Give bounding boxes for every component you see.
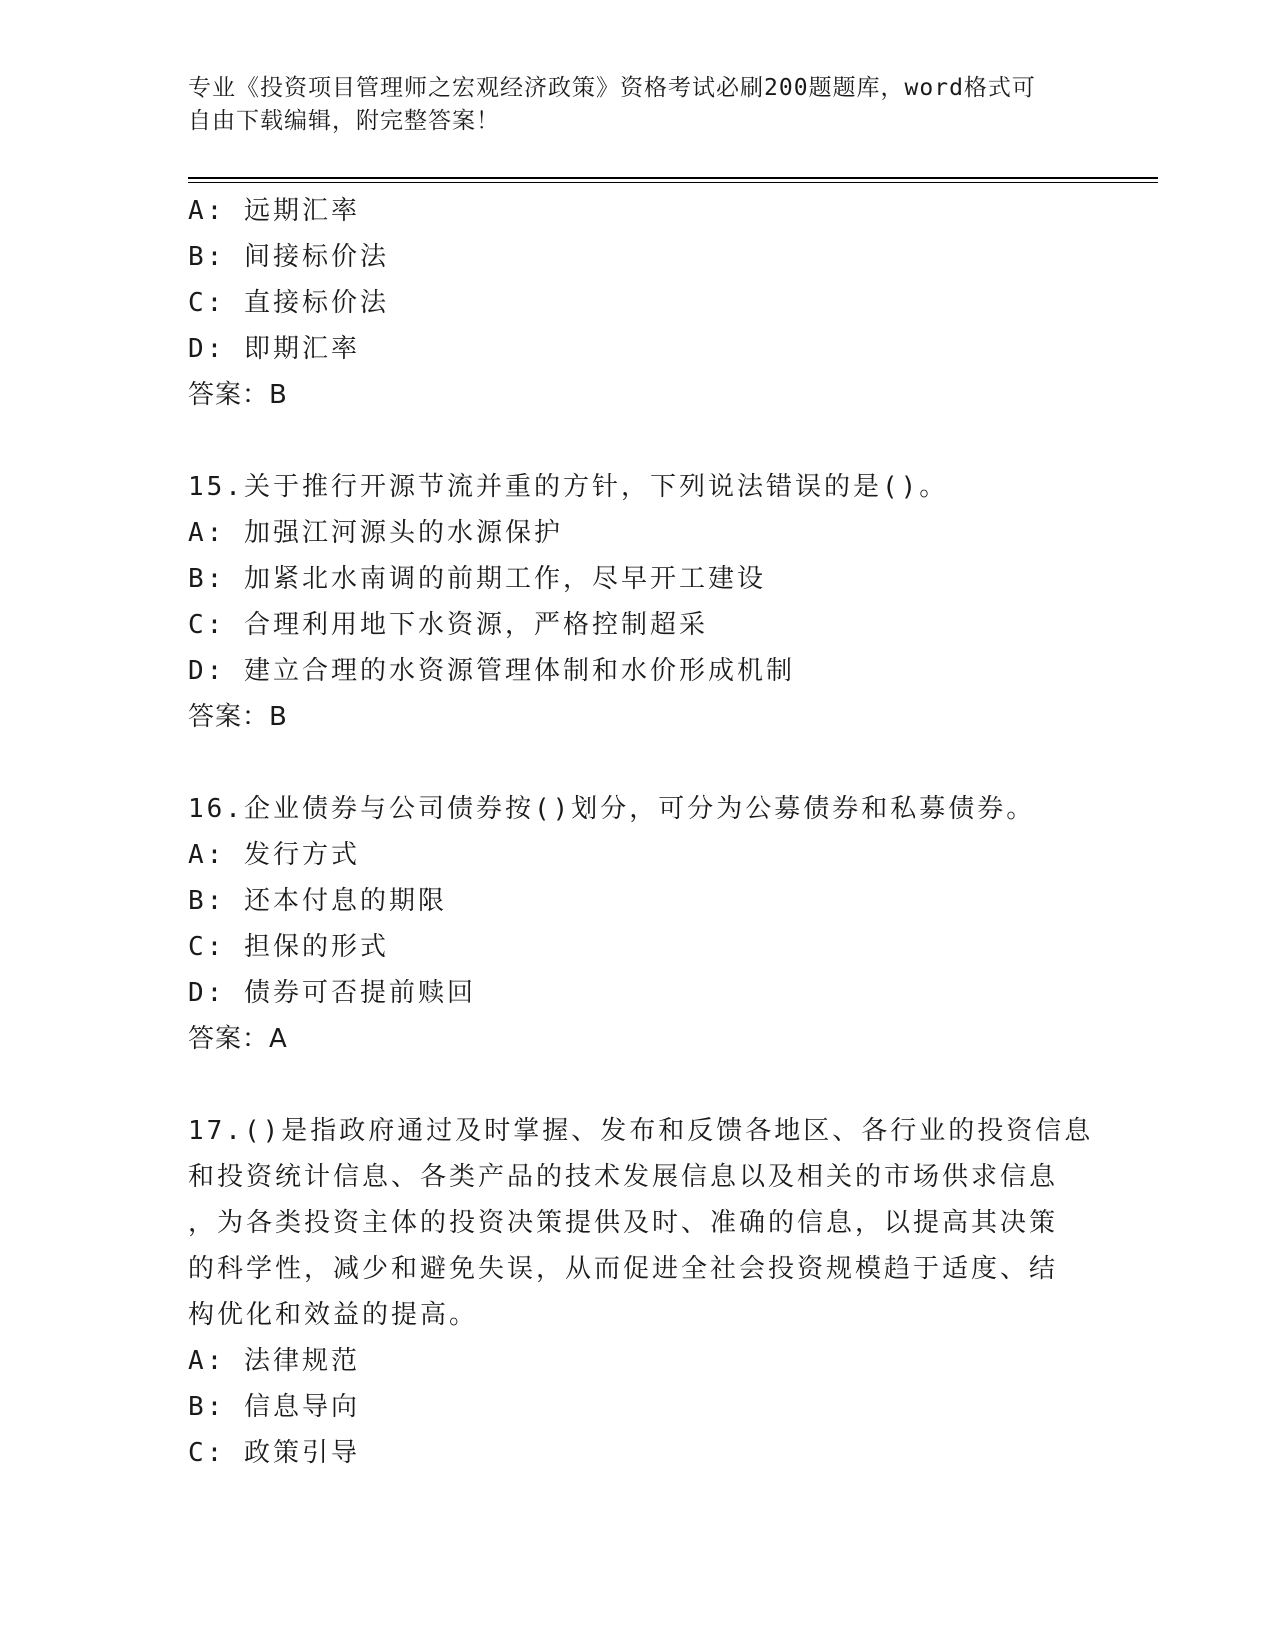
document-header [188,72,1088,138]
option-b: B: 还本付息的期限 [188,886,447,916]
spacer [188,1062,1068,1108]
question-14-continued [188,188,1068,418]
answer: 答案：B [188,702,288,732]
header-line-1: 专业《投资项目管理师之宏观经济政策》资格考试必刷200题题库，word格式可 [188,75,1036,101]
option-a: A: 发行方式 [188,840,360,870]
option-c: C: 直接标价法 [188,288,389,318]
option-b: B: 加紧北水南调的前期工作，尽早开工建设 [188,564,766,594]
question-stem: 16.企业债券与公司债券按()划分，可分为公募债券和私募债券。 [188,794,1036,824]
question-stem [188,1108,1094,1338]
question-stem-line: 和投资统计信息、各类产品的技术发展信息以及相关的市场供求信息 [188,1162,1059,1192]
option-b: B: 信息导向 [188,1392,360,1422]
spacer [188,740,1068,786]
question-stem-line: ，为各类投资主体的投资决策提供及时、准确的信息，以提高其决策 [188,1208,1059,1238]
option-a: A: 加强江河源头的水源保护 [188,518,563,548]
header-divider-thick [188,177,1158,179]
question-15 [188,464,1068,740]
header-divider-thin [188,182,1158,183]
option-d: D: 债券可否提前赎回 [188,978,476,1008]
question-stem-line: 17.()是指政府通过及时掌握、发布和反馈各地区、各行业的投资信息 [188,1116,1094,1146]
answer: 答案：B [188,380,288,410]
option-b: B: 间接标价法 [188,242,389,272]
option-c: C: 担保的形式 [188,932,389,962]
option-d: D: 即期汇率 [188,334,360,364]
option-c: C: 政策引导 [188,1438,360,1468]
question-stem-line: 构优化和效益的提高。 [188,1300,479,1330]
spacer [188,418,1068,464]
option-c: C: 合理利用地下水资源，严格控制超采 [188,610,708,640]
question-stem: 15.关于推行开源节流并重的方针，下列说法错误的是()。 [188,472,949,502]
answer: 答案：A [188,1024,288,1054]
option-a: A: 远期汇率 [188,196,360,226]
option-d: D: 建立合理的水资源管理体制和水价形成机制 [188,656,795,686]
question-17 [188,1108,1094,1476]
question-stem-line: 的科学性，减少和避免失误，从而促进全社会投资规模趋于适度、结 [188,1254,1059,1284]
header-line-2: 自由下载编辑，附完整答案！ [188,108,500,134]
question-content [188,188,1094,1476]
option-a: A: 法律规范 [188,1346,360,1376]
question-16 [188,786,1068,1062]
